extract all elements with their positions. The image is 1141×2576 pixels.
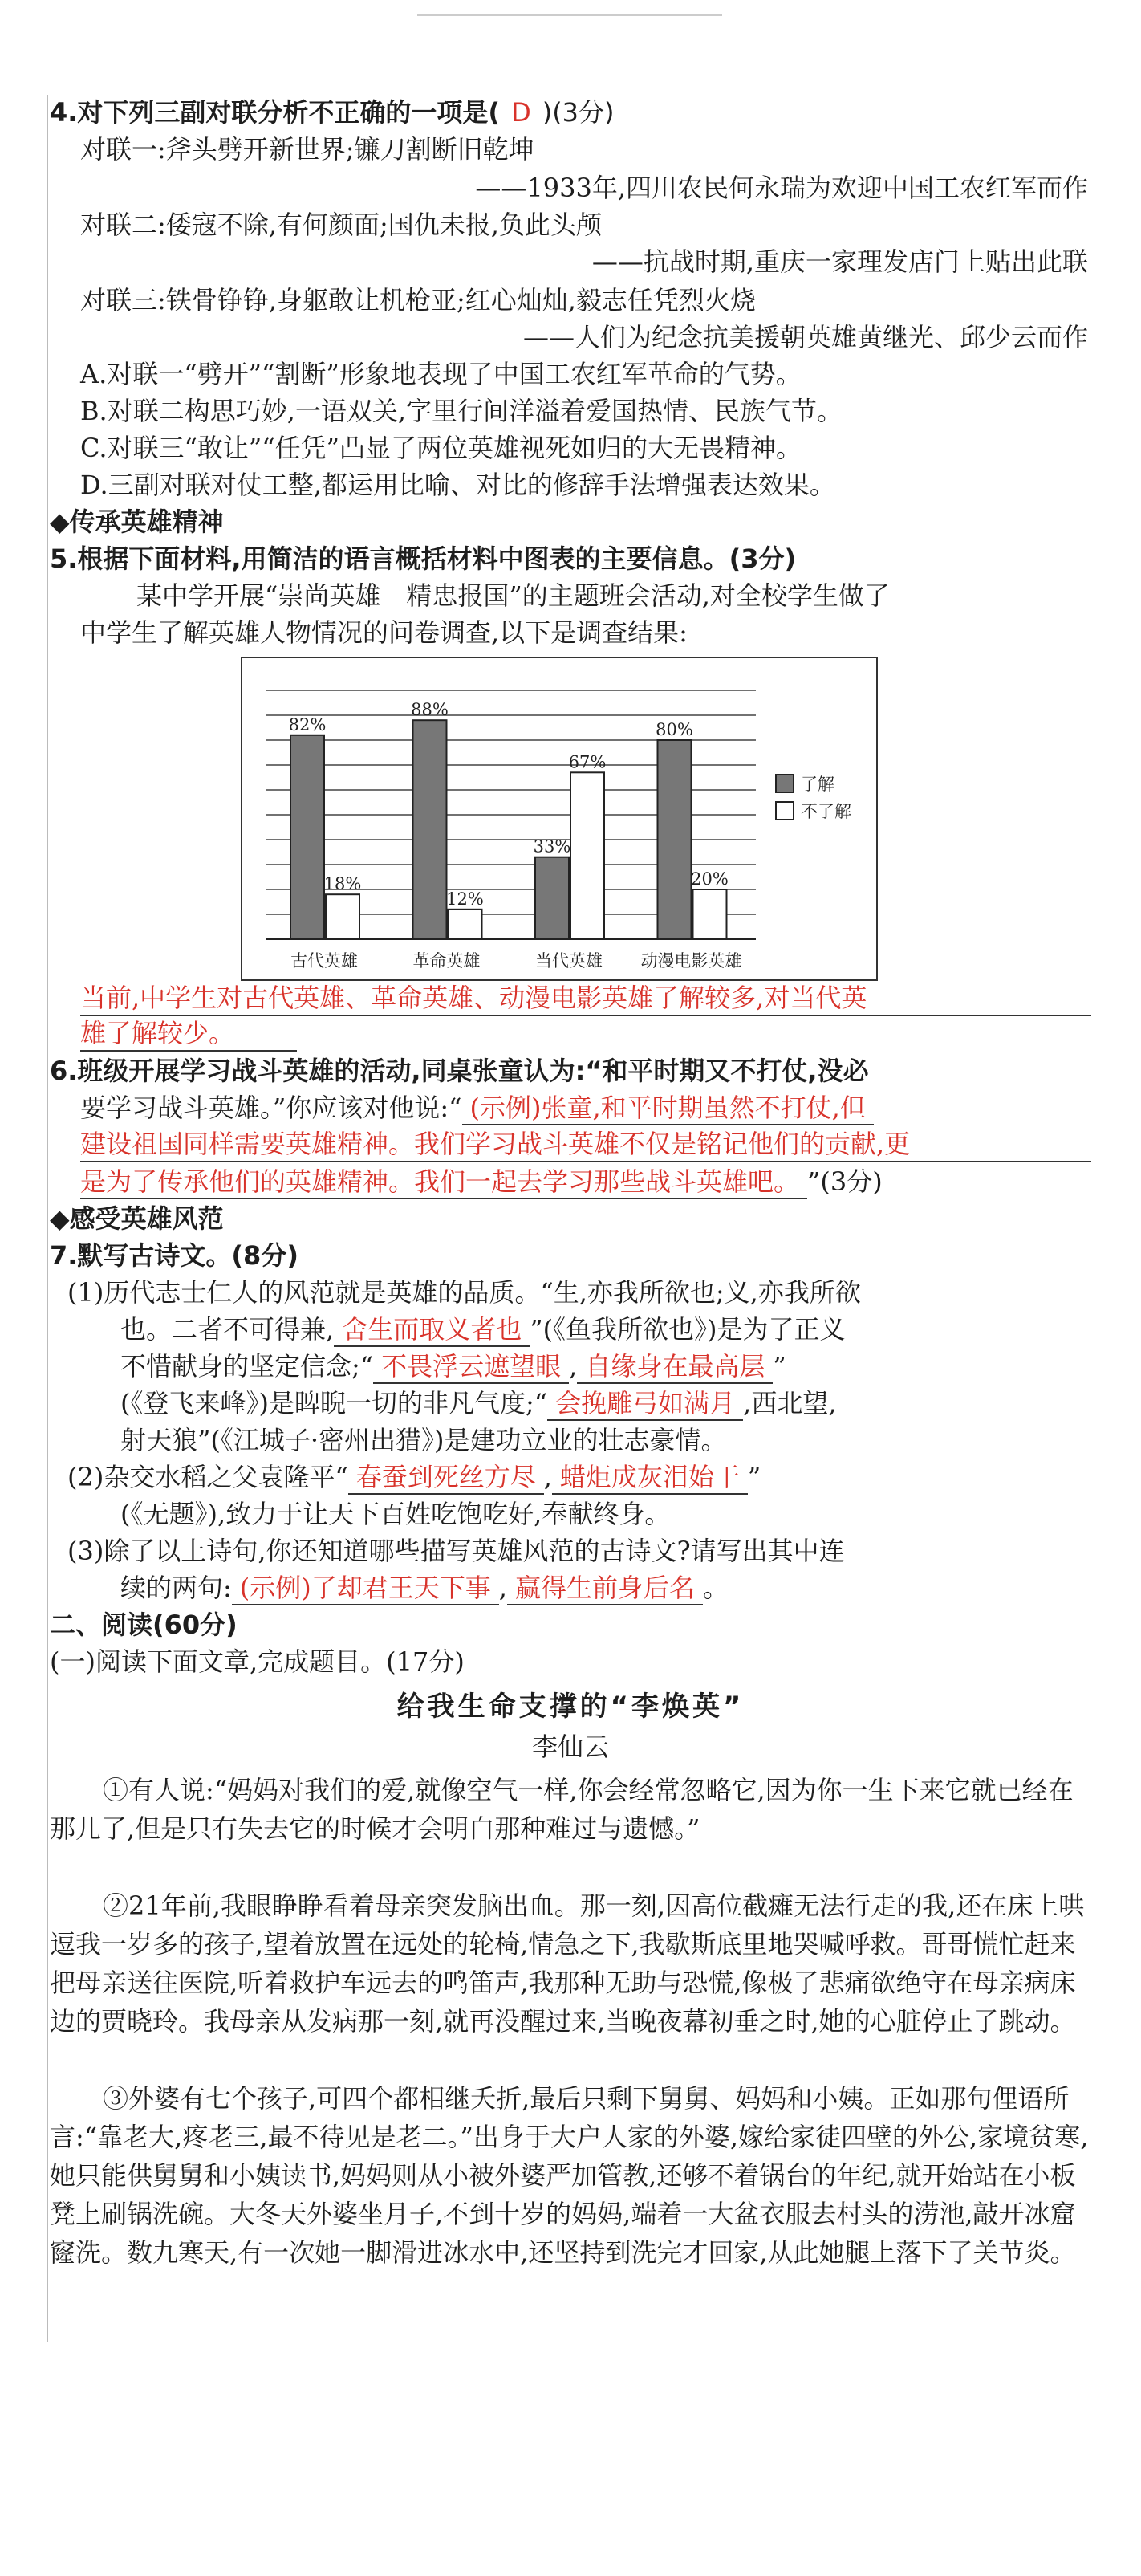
q6-answer-2: 建设祖国同样需要英雄精神。我们学习战斗英雄不仅是铭记他们的贡献,更 (80, 1127, 1091, 1162)
chart-bar (290, 735, 324, 939)
chart-canvas (242, 658, 876, 979)
survey-bar-chart (241, 657, 878, 981)
chart-legend-label: 不了解 (801, 802, 851, 821)
chart-bar (449, 910, 482, 939)
chart-value-label: 88% (411, 700, 449, 720)
q7-answer-7: (示例)了却君王天下事 (232, 1572, 499, 1605)
article-paragraph-1: ①有人说:“妈妈对我们的爱,就像空气一样,你会经常忽略它,因为你一生下来它就已经在那儿了,但是只有失去它的时候才会明白那种难过与遗憾。” (50, 1775, 1074, 1844)
q6-line-1: 6.班级开展学习战斗英雄的活动,同桌张童认为:“和平时期又不打仗,没必 (50, 1056, 869, 1086)
chart-value-label: 82% (288, 714, 327, 735)
q7-answer-1: 舍生而取义者也 (334, 1313, 530, 1347)
chart-value-label: 18% (323, 874, 362, 894)
q7-answer-3: 自缘身在最高层 (577, 1350, 773, 1384)
q7-answer-4: 会挽雕弓如满月 (547, 1387, 743, 1421)
chart-value-label: 20% (691, 869, 729, 889)
chart-value-label: 67% (568, 752, 607, 772)
q6-line-4: 是为了传承他们的英雄精神。我们一起去学习那些战斗英雄吧。 ”(3分) (80, 1164, 883, 1199)
article-title: 给我生命支撑的“李焕英” (396, 1691, 745, 1723)
article-paragraph-3: ③外婆有七个孩子,可四个都相继夭折,最后只剩下舅舅、妈妈和小姨。正如那句俚语所言:“靠老大,疼老三,最不待见是老二。”出身于大户人家的外婆,嫁给家徒四壁的外公,家境贫寒,她只能供舅舅和小姨读书,妈妈则从小被外婆严加管教,还够不着锅台的年纪,就开始站在小板凳上刷锅洗碗。大冬天外婆坐月子,不到十岁的妈妈,端着一大盆衣服去村头的涝池,敲开冰窟窿洗。数九寒天,有一次她一脚滑进冰水中,还坚持到洗完才回家,从此她腿上落下了关节炎。 (50, 2083, 1089, 2268)
q4-option-b: B.对联二构思巧妙,一语双关,字里行间洋溢着爱国热情、民族气节。 (80, 396, 843, 426)
q4-option-d: D.三副对联对仗工整,都运用比喻、对比的修辞手法增强表达效果。 (80, 470, 835, 500)
chart-category-label: 古代英雄 (290, 951, 358, 971)
section-heading-feel: ◆感受英雄风范 (50, 1203, 224, 1234)
q7-answer-6: 蜡炬成灰泪始干 (552, 1461, 748, 1495)
chart-bar (570, 772, 604, 939)
couplet-3-source: ——人们为纪念抗美援朝英雄黄继光、邱少云而作 (522, 322, 1088, 352)
q5-material-1: 某中学开展“崇尚英雄 精忠报国”的主题班会活动,对全校学生做了 (136, 580, 890, 611)
chart-legend-swatch (776, 802, 794, 820)
left-margin-line (47, 95, 48, 2342)
chart-category-label: 革命英雄 (412, 951, 481, 971)
q7-answer-8: 赢得生前身后名 (507, 1572, 703, 1605)
chart-value-label: 80% (656, 720, 693, 739)
q4-answer: D (511, 97, 531, 128)
q5-material-2: 中学生了解英雄人物情况的问卷调查,以下是调查结果: (80, 617, 688, 648)
chart-category-label: 动漫电影英雄 (640, 951, 742, 971)
q7-part1-line3: 不惜献身的坚定信念;“ 不畏浮云遮望眼 , 自缘身在最高层 ” (120, 1349, 786, 1384)
q4-stem: 4.对下列三副对联分析不正确的一项是( D )(3分) (50, 97, 615, 128)
q5-answer-line-1: 当前,中学生对古代英雄、革命英雄、动漫电影英雄了解较多,对当代英 (80, 981, 1091, 1016)
couplet-1-source: ——1933年,四川农民何永瑞为欢迎中国工农红军而作 (475, 173, 1088, 203)
article-paragraph-2: ②21年前,我眼睁睁看着母亲突发脑出血。那一刻,因高位截瘫无法行走的我,还在床上哄逗我一岁多的孩子,望着放置在远处的轮椅,情急之下,我歇斯底里地哭喊呼救。哥哥慌忙赶来把母亲送往医院,听着救护车远去的鸣笛声,我那种无助与恐慌,像极了悲痛欲绝守在母亲病床边的贾晓玲。我母亲从发病那一刻,就再没醒过来,当晚夜幕初垂之时,她的心脏停止了跳动。 (50, 1890, 1085, 2037)
q7-part1-line2: 也。二者不可得兼, 舍生而取义者也 ”(《鱼我所欲也》)是为了正义 (120, 1312, 846, 1347)
q7-part1-line4: (《登飞来峰》)是睥睨一切的非凡气度;“ 会挽雕弓如满月 ,西北望, (120, 1386, 837, 1421)
couplet-1: 对联一:斧头劈开新世界;镰刀割断旧乾坤 (80, 134, 534, 165)
q5-answer-line-2: 雄了解较少。 (80, 1016, 297, 1052)
chart-bar (658, 740, 692, 939)
q7-part3-line2: 续的两句: (示例)了却君王天下事 , 赢得生前身后名 。 (120, 1570, 729, 1605)
article-author: 李仙云 (531, 1732, 609, 1762)
q6-answer-3: 是为了传承他们的英雄精神。我们一起去学习那些战斗英雄吧。 (80, 1166, 807, 1199)
q4-option-c: C.对联三“敢让”“任凭”凸显了两位英雄视死如归的大无畏精神。 (80, 433, 802, 463)
reading-instruction: (一)阅读下面文章,完成题目。(17分) (50, 1646, 465, 1677)
q6-line-2: 要学习战斗英雄。”你应该对他说:“ (示例)张童,和平时期虽然不打仗,但 (80, 1090, 874, 1125)
q7-part2-line2: (《无题》),致力于让天下百姓吃饱吃好,奉献终身。 (120, 1499, 671, 1529)
chart-bar (693, 889, 727, 939)
chart-category-label: 当代英雄 (535, 951, 603, 971)
couplet-2-source: ——抗战时期,重庆一家理发店门上贴出此联 (591, 246, 1088, 277)
q7-part1-line5: 射天狼”(《江城子·密州出猎》)是建功立业的壮志豪情。 (120, 1425, 727, 1455)
q7-answer-2: 不畏浮云遮望眼 (373, 1350, 569, 1384)
q7-stem: 7.默写古诗文。(8分) (50, 1240, 298, 1271)
q7-part2-line1: (2)杂交水稻之父袁隆平“ 春蚕到死丝方尽 , 蜡炬成灰泪始干 ” (67, 1459, 761, 1495)
q4-option-a: A.对联一“劈开”“割断”形象地表现了中国工农红军革命的气势。 (80, 359, 802, 389)
chart-bar (413, 720, 447, 939)
chart-value-label: 33% (533, 836, 571, 857)
chart-value-label: 12% (446, 889, 484, 909)
q7-answer-5: 春蚕到死丝方尽 (348, 1461, 544, 1495)
q5-stem: 5.根据下面材料,用简洁的语言概括材料中图表的主要信息。(3分) (50, 543, 797, 574)
chart-bar (326, 894, 359, 939)
chart-bar (535, 857, 569, 939)
section-heading-inherit: ◆传承英雄精神 (50, 507, 224, 537)
q7-part1-line1: (1)历代志士仁人的风范就是英雄的品质。“生,亦我所欲也;义,亦我所欲 (67, 1277, 861, 1308)
section-heading-reading: 二、阅读(60分) (50, 1609, 238, 1640)
couplet-3: 对联三:铁骨铮铮,身躯敢让机枪亚;红心灿灿,毅志任凭烈火烧 (80, 285, 756, 315)
q7-part3-line1: (3)除了以上诗句,你还知道哪些描写英雄风范的古诗文?请写出其中连 (67, 1536, 845, 1566)
chart-legend-swatch (776, 775, 794, 792)
couplet-2: 对联二:倭寇不除,有何颜面;国仇未报,负此头颅 (80, 210, 602, 240)
chart-legend-label: 了解 (801, 775, 834, 794)
q6-answer-1: (示例)张童,和平时期虽然不打仗,但 (462, 1092, 874, 1125)
top-rule (417, 14, 722, 16)
